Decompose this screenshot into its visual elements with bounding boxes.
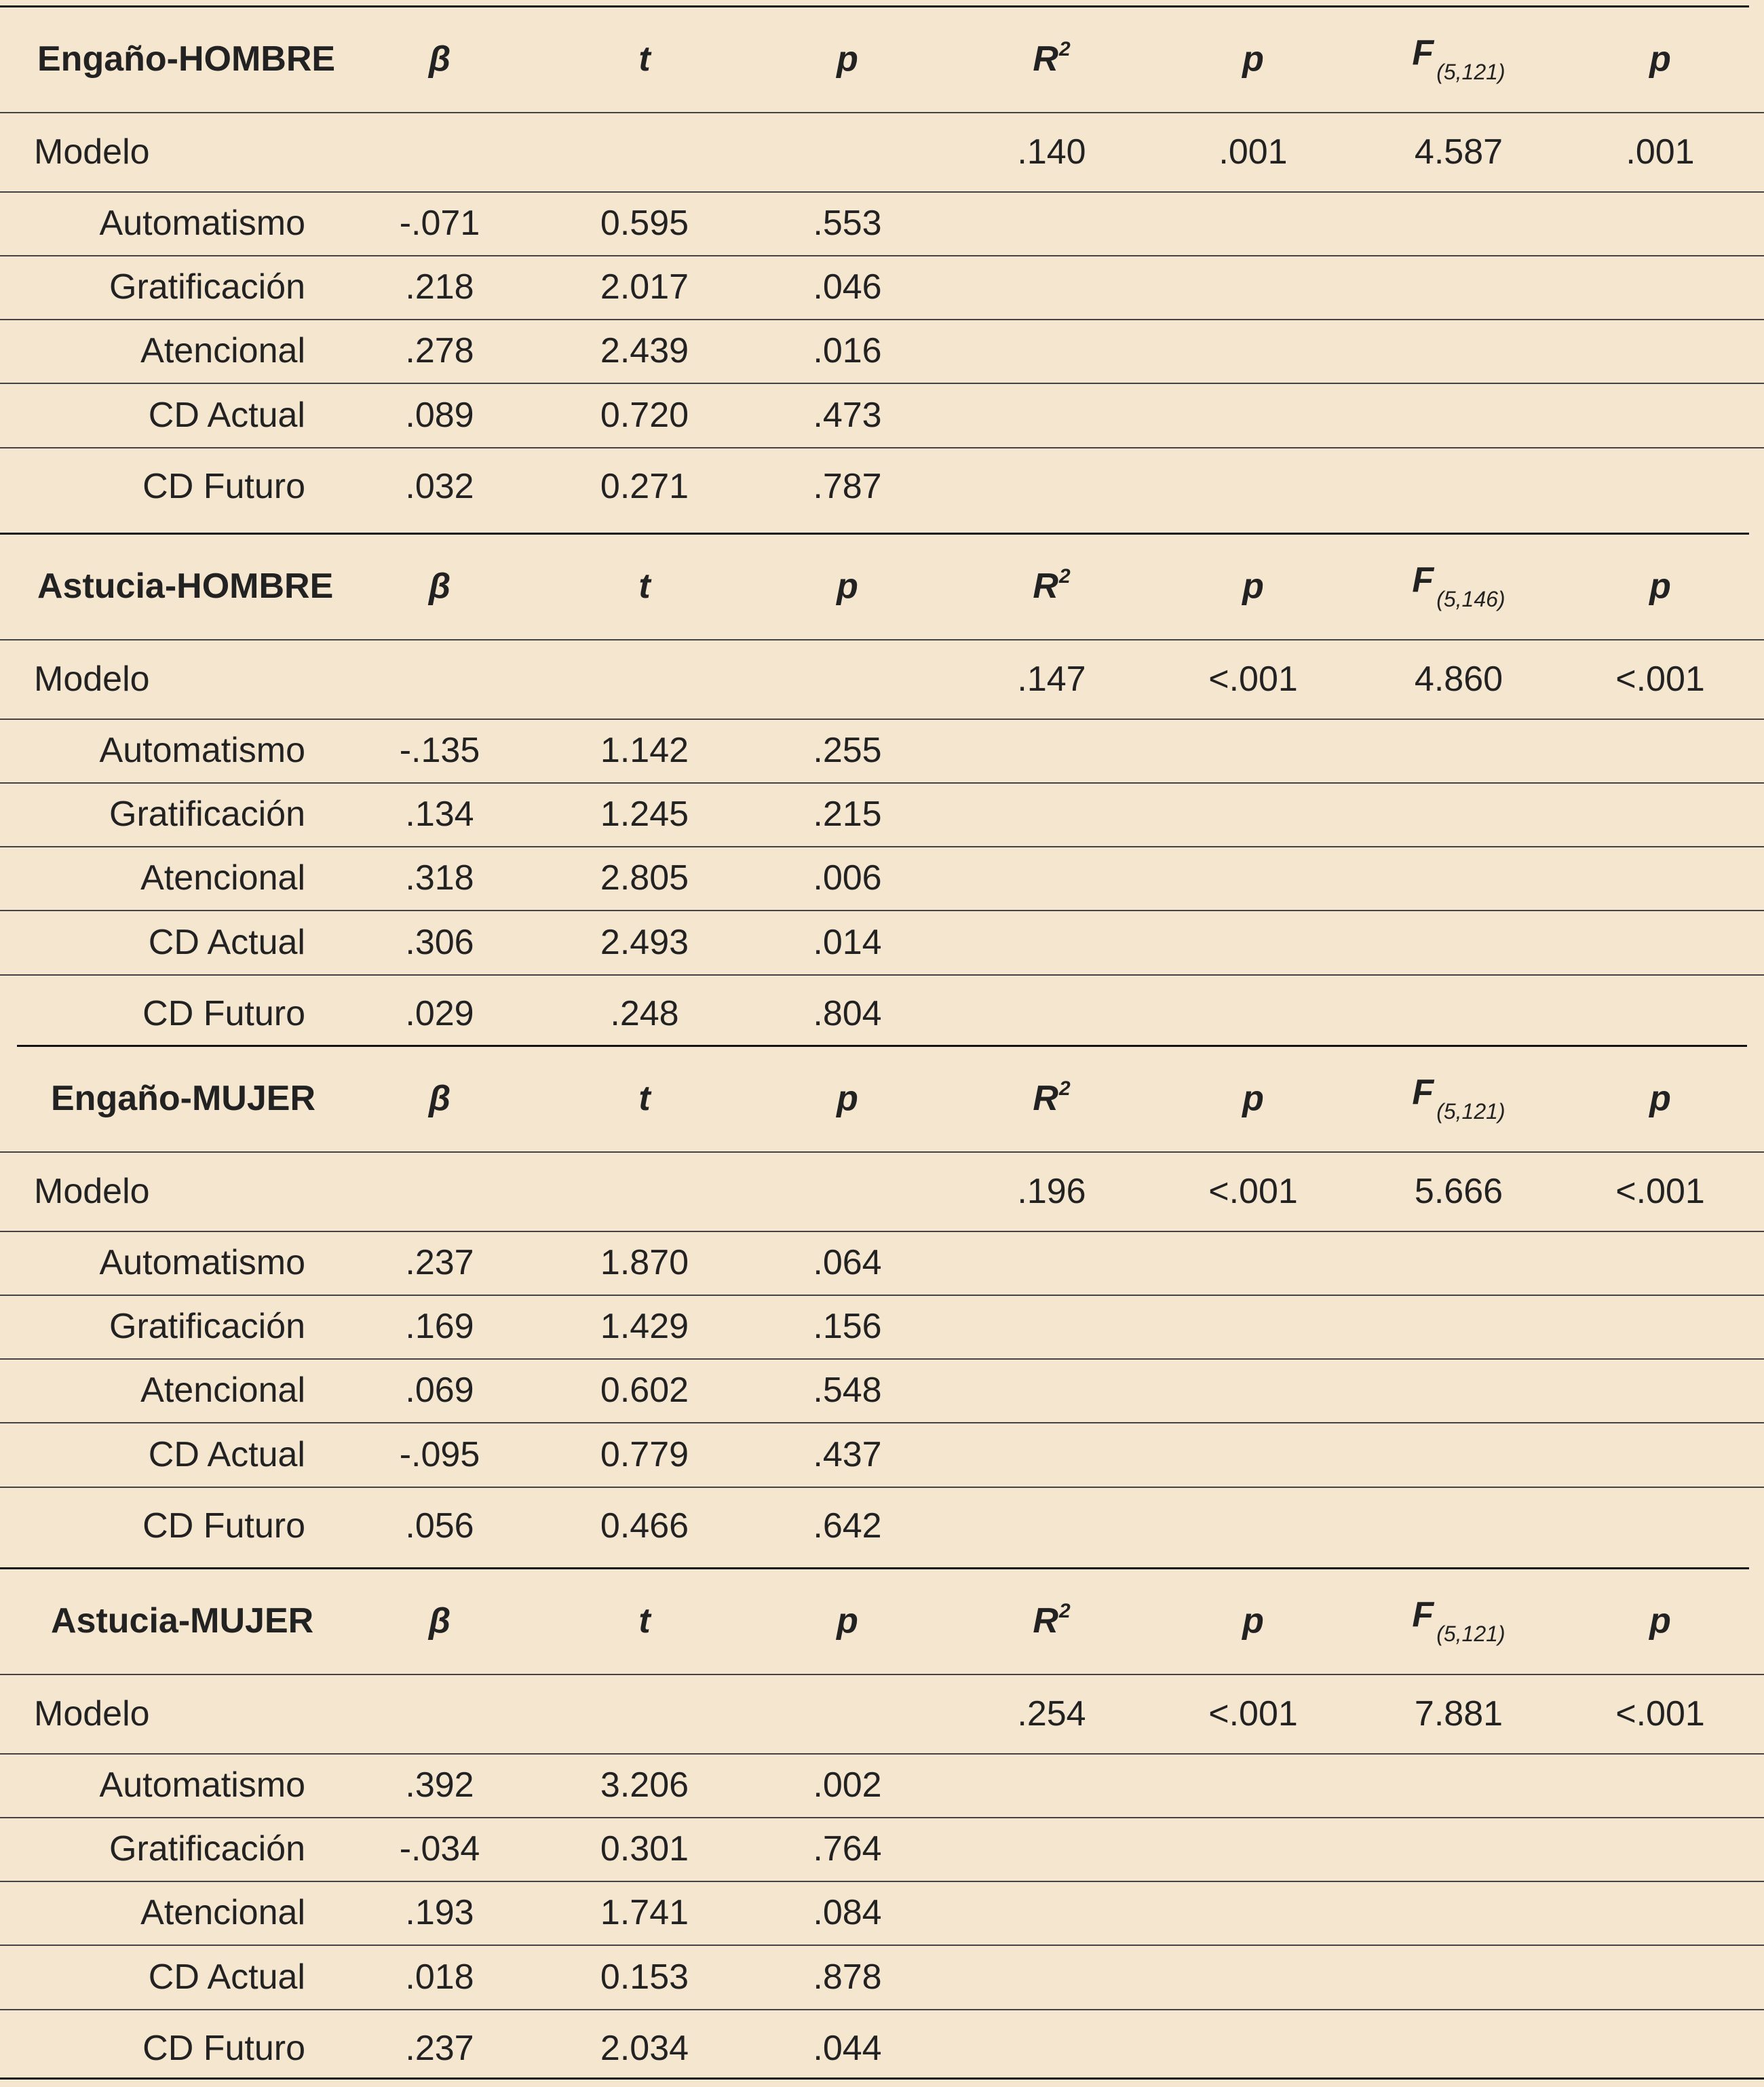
table-row (0, 447, 1764, 525)
predictor-label (0, 1295, 305, 1358)
beta-value: .056 (405, 1506, 474, 1546)
model-f: 4.587 (1414, 132, 1503, 172)
column-header-beta: β (428, 39, 451, 79)
table-row (0, 1358, 1764, 1422)
column-header-p: p (837, 1601, 858, 1641)
t-value: .248 (610, 993, 679, 1033)
p-value: .787 (813, 466, 882, 506)
predictor-label-text: CD Actual (148, 1434, 305, 1474)
p-value: .084 (813, 1893, 882, 1932)
model-label (34, 1151, 305, 1231)
predictor-label-text: Atencional (140, 1893, 305, 1932)
predictor-label (0, 319, 305, 383)
model-row (0, 639, 1764, 719)
t-value: 0.271 (600, 466, 689, 506)
column-header-p-r2: p (1242, 1601, 1264, 1641)
table-row (0, 974, 1764, 1052)
predictor-label (0, 1422, 305, 1487)
p-value: .016 (813, 331, 882, 370)
t-value: 1.429 (600, 1307, 689, 1346)
predictor-label (0, 719, 305, 782)
f-base: F (1412, 33, 1434, 73)
model-f: 7.881 (1414, 1693, 1503, 1734)
p-value: .006 (813, 858, 882, 898)
section-header-row (0, 533, 1764, 639)
predictor-label-text: Atencional (140, 1371, 305, 1410)
table-section (0, 533, 1764, 1052)
r2-exponent: 2 (1058, 565, 1071, 588)
beta-value: -.071 (399, 204, 480, 243)
predictor-label (0, 910, 305, 974)
t-value: 2.805 (600, 858, 689, 898)
table-row (0, 719, 1764, 782)
beta-value: .032 (405, 466, 474, 506)
table-row (0, 383, 1764, 447)
model-label-text: Modelo (34, 659, 150, 699)
column-header-t: t (638, 1601, 651, 1641)
section-title-text: Engaño-MUJER (51, 1078, 315, 1118)
t-value: 1.741 (600, 1893, 689, 1932)
p-value: .764 (813, 1829, 882, 1869)
model-p-f: <.001 (1615, 1171, 1705, 1211)
beta-value: .029 (405, 993, 474, 1033)
model-label (34, 639, 305, 719)
model-p-r2: .001 (1219, 132, 1288, 172)
f-base: F (1412, 1073, 1434, 1112)
column-header-r2 (1033, 565, 1070, 607)
section-title-text: Astucia-HOMBRE (37, 566, 334, 606)
t-value: 0.595 (600, 204, 689, 243)
section-title-text: Engaño-HOMBRE (37, 39, 336, 79)
section-title (37, 5, 377, 112)
beta-value: .134 (405, 794, 474, 834)
r2-base: R (1033, 39, 1058, 79)
beta-value: .318 (405, 858, 474, 898)
model-label-text: Modelo (34, 1693, 150, 1734)
beta-value: .069 (405, 1371, 474, 1410)
r2-exponent: 2 (1058, 1077, 1071, 1100)
t-value: 2.493 (600, 922, 689, 962)
table-section (0, 1567, 1764, 2087)
model-r2: .254 (1017, 1693, 1086, 1734)
r2-exponent: 2 (1058, 38, 1071, 60)
table-row (0, 1231, 1764, 1295)
predictor-label (0, 846, 305, 910)
column-header-p-f: p (1649, 39, 1671, 79)
model-row (0, 1674, 1764, 1753)
section-header-row (0, 1567, 1764, 1674)
column-header-t: t (638, 1078, 651, 1118)
column-header-f (1412, 33, 1505, 85)
t-value: 0.466 (600, 1506, 689, 1546)
column-header-p-r2: p (1242, 1078, 1264, 1118)
predictor-label (0, 2009, 305, 2087)
beta-value: .306 (405, 922, 474, 962)
predictor-label-text: Gratificación (109, 1829, 305, 1869)
table-row (0, 910, 1764, 974)
table-row (0, 1487, 1764, 1565)
model-p-r2: <.001 (1208, 1171, 1298, 1211)
beta-value: .218 (405, 267, 474, 307)
p-value: .473 (813, 395, 882, 435)
predictor-label (0, 447, 305, 525)
model-f: 4.860 (1414, 659, 1503, 699)
table-bottom-rule (0, 2078, 1764, 2080)
predictor-label-text: Atencional (140, 331, 305, 370)
column-header-f (1412, 560, 1505, 612)
column-header-p: p (837, 566, 858, 606)
column-header-p-f: p (1649, 566, 1671, 606)
predictor-label (0, 974, 305, 1052)
table-section (0, 5, 1764, 525)
predictor-label-text: Automatismo (99, 1765, 305, 1805)
p-value: .156 (813, 1307, 882, 1346)
column-header-p-f: p (1649, 1078, 1671, 1118)
f-degrees-of-freedom: (5,121) (1436, 1099, 1506, 1124)
predictor-label-text: CD Futuro (142, 993, 305, 1033)
table-row (0, 2009, 1764, 2087)
predictor-label-text: CD Futuro (142, 2028, 305, 2068)
f-degrees-of-freedom: (5,121) (1436, 60, 1506, 84)
section-title (51, 1567, 390, 1674)
t-value: 1.245 (600, 794, 689, 834)
table-row (0, 1881, 1764, 1945)
column-header-r2 (1033, 1600, 1070, 1641)
table-row (0, 1422, 1764, 1487)
predictor-label-text: Automatismo (99, 204, 305, 243)
table-row (0, 191, 1764, 255)
t-value: 1.870 (600, 1243, 689, 1282)
t-value: 0.602 (600, 1371, 689, 1410)
table-row (0, 255, 1764, 319)
t-value: 0.779 (600, 1434, 689, 1474)
column-header-beta: β (428, 566, 451, 606)
predictor-label-text: Gratificación (109, 794, 305, 834)
model-label (34, 112, 305, 191)
column-header-r2 (1033, 38, 1070, 79)
r2-base: R (1033, 567, 1058, 606)
section-title (51, 1045, 390, 1151)
section-header-row (0, 1045, 1764, 1151)
f-degrees-of-freedom: (5,146) (1436, 587, 1506, 611)
predictor-label-text: Gratificación (109, 1307, 305, 1346)
t-value: 3.206 (600, 1765, 689, 1805)
table-row (0, 782, 1764, 846)
section-header-row (0, 5, 1764, 112)
r2-exponent: 2 (1058, 1600, 1071, 1622)
predictor-label-text: CD Futuro (142, 466, 305, 506)
p-value: .255 (813, 731, 882, 770)
p-value: .064 (813, 1243, 882, 1282)
predictor-label (0, 1358, 305, 1422)
predictor-label (0, 1881, 305, 1945)
column-header-r2 (1033, 1077, 1070, 1119)
predictor-label (0, 1487, 305, 1565)
beta-value: .237 (405, 2028, 474, 2068)
table-row (0, 1945, 1764, 2009)
predictor-label (0, 191, 305, 255)
predictor-label-text: CD Actual (148, 395, 305, 435)
t-value: 2.439 (600, 331, 689, 370)
p-value: .014 (813, 922, 882, 962)
predictor-label (0, 1817, 305, 1881)
beta-value: .169 (405, 1307, 474, 1346)
p-value: .044 (813, 2028, 882, 2068)
f-degrees-of-freedom: (5,121) (1436, 1622, 1506, 1646)
model-p-f: <.001 (1615, 659, 1705, 699)
model-label-text: Modelo (34, 1171, 150, 1211)
model-r2: .196 (1017, 1171, 1086, 1211)
predictor-label-text: Automatismo (99, 731, 305, 770)
p-value: .002 (813, 1765, 882, 1805)
model-row (0, 1151, 1764, 1231)
column-header-p-f: p (1649, 1601, 1671, 1641)
p-value: .642 (813, 1506, 882, 1546)
t-value: 0.153 (600, 1957, 689, 1997)
column-header-p: p (837, 1078, 858, 1118)
t-value: 1.142 (600, 731, 689, 770)
predictor-label (0, 383, 305, 447)
section-title-text: Astucia-MUJER (51, 1601, 314, 1641)
predictor-label-text: Gratificación (109, 267, 305, 307)
model-p-f: <.001 (1615, 1693, 1705, 1734)
p-value: .437 (813, 1434, 882, 1474)
beta-value: -.095 (399, 1434, 480, 1474)
t-value: 2.034 (600, 2028, 689, 2068)
beta-value: -.034 (399, 1829, 480, 1869)
predictor-label (0, 255, 305, 319)
predictor-label (0, 1231, 305, 1295)
column-header-beta: β (428, 1078, 451, 1118)
predictor-label-text: CD Actual (148, 1957, 305, 1997)
section-title (37, 533, 377, 639)
predictor-label (0, 1945, 305, 2009)
p-value: .046 (813, 267, 882, 307)
predictor-label (0, 1753, 305, 1817)
column-header-t: t (638, 566, 651, 606)
model-label (34, 1674, 305, 1753)
table-row (0, 1817, 1764, 1881)
table-section (0, 1045, 1764, 1565)
model-f: 5.666 (1414, 1171, 1503, 1211)
p-value: .553 (813, 204, 882, 243)
predictor-label-text: Automatismo (99, 1243, 305, 1282)
model-p-r2: <.001 (1208, 659, 1298, 699)
p-value: .548 (813, 1371, 882, 1410)
table-row (0, 319, 1764, 383)
column-header-p-r2: p (1242, 39, 1264, 79)
column-header-p-r2: p (1242, 566, 1264, 606)
table-row (0, 846, 1764, 910)
predictor-label-text: CD Futuro (142, 1506, 305, 1546)
table-row (0, 1295, 1764, 1358)
model-row (0, 112, 1764, 191)
table-row (0, 1753, 1764, 1817)
beta-value: .237 (405, 1243, 474, 1282)
predictor-label-text: CD Actual (148, 922, 305, 962)
model-p-f: .001 (1626, 132, 1695, 172)
model-r2: .140 (1017, 132, 1086, 172)
column-header-t: t (638, 39, 651, 79)
predictor-label (0, 782, 305, 846)
beta-value: -.135 (399, 731, 480, 770)
predictor-label-text: Atencional (140, 858, 305, 898)
f-base: F (1412, 560, 1434, 600)
model-r2: .147 (1017, 659, 1086, 699)
p-value: .215 (813, 794, 882, 834)
f-base: F (1412, 1595, 1434, 1634)
r2-base: R (1033, 1079, 1058, 1118)
column-header-f (1412, 1594, 1505, 1647)
beta-value: .089 (405, 395, 474, 435)
beta-value: .392 (405, 1765, 474, 1805)
beta-value: .018 (405, 1957, 474, 1997)
t-value: 0.720 (600, 395, 689, 435)
t-value: 0.301 (600, 1829, 689, 1869)
column-header-f (1412, 1072, 1505, 1124)
column-header-p: p (837, 39, 858, 79)
beta-value: .278 (405, 331, 474, 370)
p-value: .878 (813, 1957, 882, 1997)
r2-base: R (1033, 1601, 1058, 1641)
model-label-text: Modelo (34, 132, 150, 172)
column-header-beta: β (428, 1601, 451, 1641)
p-value: .804 (813, 993, 882, 1033)
model-p-r2: <.001 (1208, 1693, 1298, 1734)
beta-value: .193 (405, 1893, 474, 1932)
t-value: 2.017 (600, 267, 689, 307)
